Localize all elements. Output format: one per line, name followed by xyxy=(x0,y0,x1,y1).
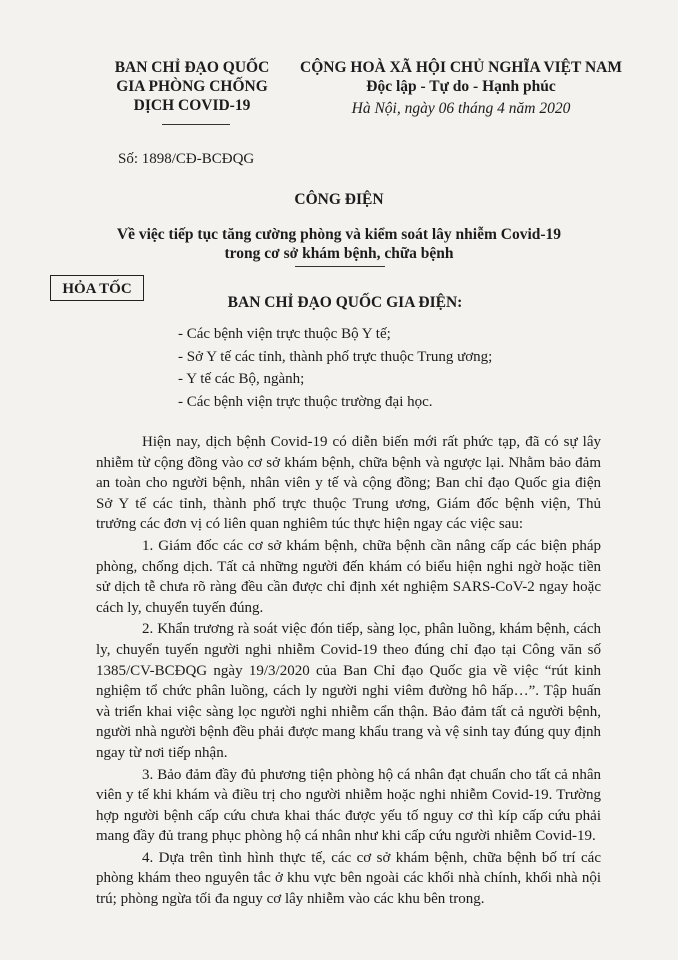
org-line-3: DỊCH COVID-19 xyxy=(133,97,251,114)
urgency-stamp: HỎA TỐC xyxy=(50,275,144,301)
recipient-item: - Các bệnh viện trực thuộc trường đại học. xyxy=(178,393,433,410)
recipients-list xyxy=(178,323,492,413)
document-body xyxy=(96,432,601,910)
recipient-item: - Các bệnh viện trực thuộc Bộ Y tế; xyxy=(178,326,391,342)
body-paragraph-2: 2. Khẩn trương rà soát việc đón tiếp, sàng lọc, phân luồng, khám bệnh, cách ly, chuyển tuyến người nghi nhiễm Covid-19 theo đúng chỉ đạo tại Công văn số 1385/CV-BCĐQG ngày 19/3/2020 của Ban Chỉ đạo Quốc gia về việc “rút kinh nghiệm tổ chức phân luồng, cách ly người nghi viêm đường hô hấp…”. Tập huấn và triển khai việc sàng lọc người nghi nhiễm cẩn thận. Bảo đảm tất cả người bệnh, người nhà người bệnh đều phải được mang khẩu trang và vệ sinh tay đúng quy định ngay từ nơi tiếp nhận. xyxy=(96,621,601,761)
issuing-organization xyxy=(92,58,292,115)
document-number: Số: 1898/CĐ-BCĐQG xyxy=(118,151,255,167)
subject-line-1: Về việc tiếp tục tăng cường phòng và kiểm soát lây nhiễm Covid-19 xyxy=(116,226,562,243)
recipient-item: - Y tế các Bộ, ngành; xyxy=(178,371,305,387)
org-line-1: BAN CHỈ ĐẠO QUỐC xyxy=(114,59,270,76)
body-paragraph-3: 3. Bảo đảm đầy đủ phương tiện phòng hộ cá nhân đạt chuẩn cho tất cả nhân viên y tế khi khám và điều trị cho người nhiễm hoặc nghi nhiễm Covid-19. Trường hợp người bệnh cấp cứu chưa khai thác được yếu tố nguy cơ thì kíp cấp cứu phải mang đầy đủ trang phục phòng hộ cá nhân như khi cấp cứu người nhiễm Covid-19. xyxy=(96,766,601,845)
body-paragraph-1: 1. Giám đốc các cơ sở khám bệnh, chữa bệnh cần nâng cấp các biện pháp phòng, chống dịch. Tất cả những người đến khám có biểu hiện nghi ngờ hoặc tiền sử dịch tễ chưa rõ ràng đều cần được chỉ định xét nghiệm SARS-CoV-2 ngay hoặc cách ly, chuyển tuyến đúng. xyxy=(96,537,601,616)
recipients-heading: BAN CHỈ ĐẠO QUỐC GIA ĐIỆN: xyxy=(227,294,463,311)
body-paragraph-4: 4. Dựa trên tình hình thực tế, các cơ sở khám bệnh, chữa bệnh bố trí các phòng khám theo nguyên tắc ở khu vực bên ngoài các khối nhà chính, khối nhà nội trú; phòng ngừa tối đa nguy cơ lây nhiễm vào các khu bên trong. xyxy=(96,849,601,908)
nation-title: CỘNG HOÀ XÃ HỘI CHỦ NGHĨA VIỆT NAM xyxy=(300,59,622,76)
org-underline xyxy=(162,124,230,125)
org-line-2: GIA PHÒNG CHỐNG xyxy=(116,78,268,95)
subject-line-2: trong cơ sở khám bệnh, chữa bệnh xyxy=(224,245,454,262)
body-paragraph-intro: Hiện nay, dịch bệnh Covid-19 có diễn biến mới rất phức tạp, đã có sự lây nhiễm từ cộng đồng vào cơ sở khám bệnh, chữa bệnh và ngược lại. Nhằm bảo đảm an toàn cho người bệnh, nhân viên y tế và cộng đồng; Ban chỉ đạo Quốc gia điện Sở Y tế các tỉnh, thành phố trực thuộc Trung ương, Giám đốc bệnh viện, Thủ trưởng các đơn vị có liên quan nghiêm túc thực hiện ngay các việc sau: xyxy=(96,434,601,533)
recipient-item: - Sở Y tế các tỉnh, thành phố trực thuộc Trung ương; xyxy=(178,348,493,365)
national-heading xyxy=(296,58,626,118)
nation-motto: Độc lập - Tự do - Hạnh phúc xyxy=(366,78,556,95)
document-subject xyxy=(60,225,618,263)
subject-underline xyxy=(295,266,385,267)
place-date: Hà Nội, ngày 06 tháng 4 năm 2020 xyxy=(351,100,571,117)
document-title: CÔNG ĐIỆN xyxy=(294,191,384,208)
